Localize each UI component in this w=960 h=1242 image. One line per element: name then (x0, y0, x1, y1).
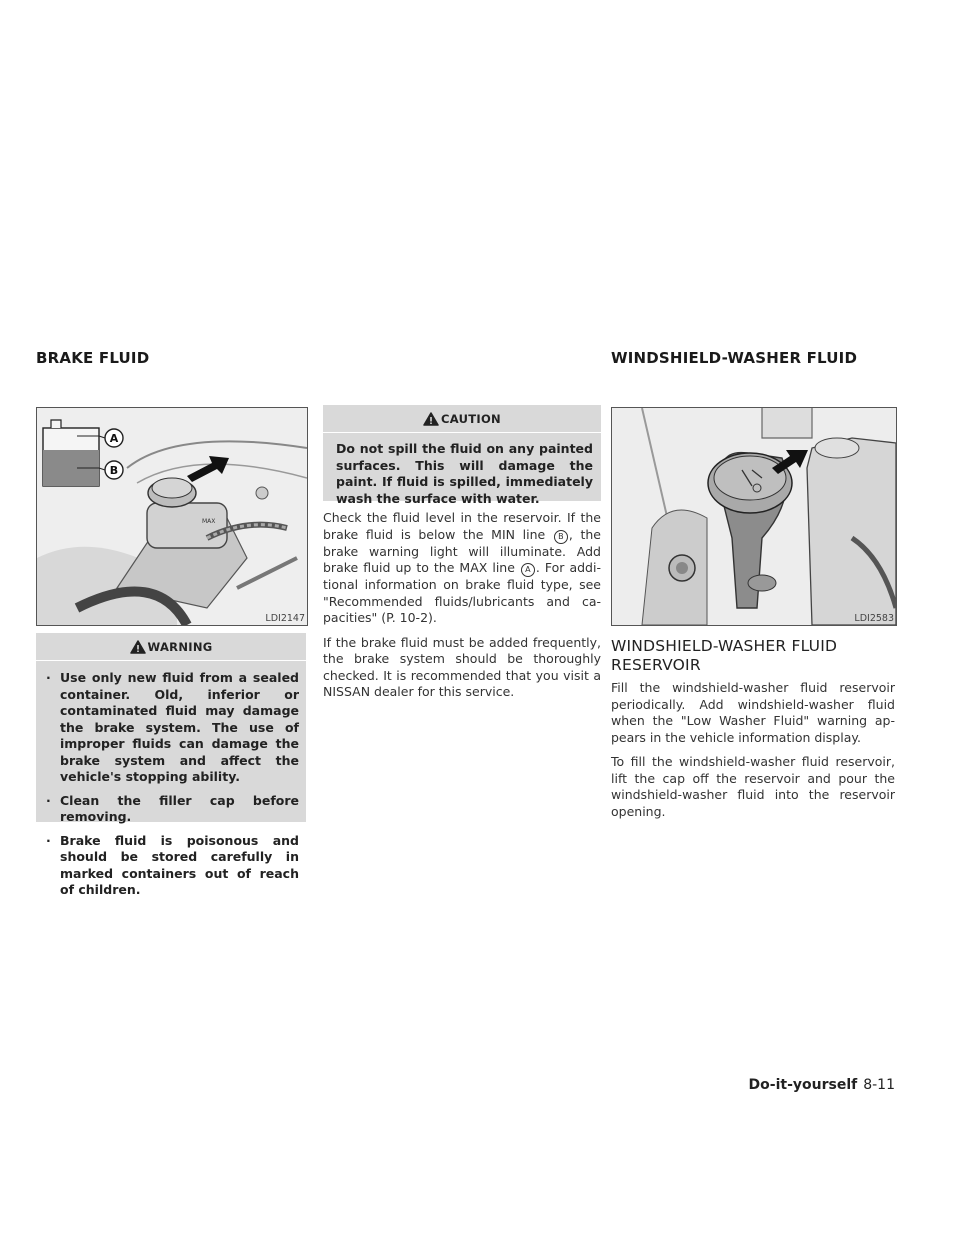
figure-code-right: LDI2583 (854, 613, 894, 624)
caution-triangle-icon (423, 412, 439, 426)
warning-box (36, 633, 306, 897)
caution-box (323, 405, 601, 506)
page-number: 8-11 (863, 1077, 895, 1093)
brake-reservoir-figure (36, 407, 308, 626)
footer-section: Do-it-yourself (748, 1077, 858, 1093)
washer-paragraph-1: Fill the windshield-washer fluid reservoir periodically. Add windshield-washer fluid when the "Low Washer Fluid" warning appears in the vehicle information display. (611, 680, 895, 745)
brake-paragraph-1: Check the fluid level in the reservoir. If the brake fluid is below the MIN line B , the brake warning light will illuminate. Add brake fluid up to the MAX line A . For additional information on brake fluid type, see "Recommended fluids/lubricants and capacities" (P. 10-2). (323, 510, 601, 625)
label-a: A (109, 432, 119, 445)
caution-header (323, 405, 601, 432)
washer-reservoir-subheading: WINDSHIELD-WASHER FLUID RESERVOIR (611, 637, 838, 674)
washer-reservoir-figure (611, 407, 897, 626)
warning-bullet: · Clean the filler cap before removing. (46, 792, 299, 824)
ref-b-icon: B (554, 530, 568, 544)
brake-fluid-text (323, 510, 601, 709)
washer-paragraph-2: To fill the windshield-washer fluid reservoir, lift the cap off the reservoir and pour the windshield-washer fluid into the reservoir opening. (611, 754, 895, 819)
brake-reservoir-illustration (37, 408, 307, 625)
brake-paragraph-2: If the brake fluid must be added frequently, the brake system should be thoroughly checked. It is recommended that you visit a NISSAN dealer for this service. (323, 634, 601, 699)
washer-fluid-text (611, 680, 895, 828)
warning-bullet: · Brake fluid is poisonous and should be stored carefully in marked containers out of reach of children. (46, 832, 299, 897)
label-b: B (109, 464, 119, 477)
max-mark-label: MAX (202, 518, 216, 525)
warning-triangle-icon (130, 640, 146, 654)
figure-code-left: LDI2147 (265, 613, 305, 624)
washer-reservoir-illustration (612, 408, 896, 625)
caution-title: CAUTION (441, 412, 501, 426)
caution-text: Do not spill the fluid on any painted surfaces. This will damage the paint. If fluid is spilled, immediately wash the surface with water. (336, 441, 593, 506)
warning-header (36, 633, 306, 660)
washer-fluid-heading: WINDSHIELD-WASHER FLUID (611, 349, 858, 367)
ref-a-icon: A (521, 563, 535, 577)
warning-bullet: · Use only new fluid from a sealed container. Old, inferior or contaminated fluid may damage the brake system. The use of improper fluids can damage the brake system and affect the vehicle's stopping ability. (46, 670, 299, 784)
brake-fluid-heading: BRAKE FLUID (36, 349, 150, 367)
page-footer (749, 1077, 895, 1093)
warning-title: WARNING (147, 640, 213, 654)
